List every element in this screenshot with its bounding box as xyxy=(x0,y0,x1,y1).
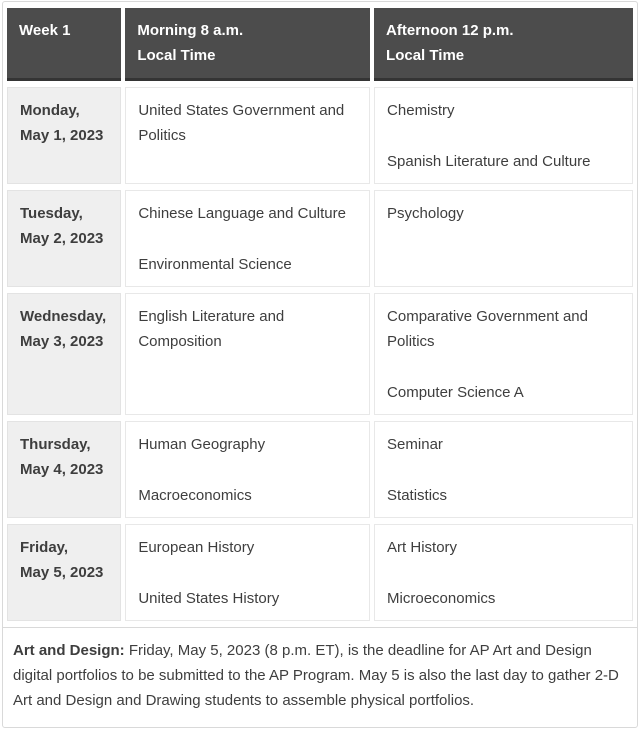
course-name: Environmental Science xyxy=(138,256,292,273)
course-name: Chemistry xyxy=(387,102,455,119)
course-name: Spanish Literature and Culture xyxy=(387,153,591,170)
course-name: Human Geography xyxy=(138,436,266,453)
day-label: Friday, xyxy=(20,539,69,556)
schedule-row xyxy=(7,293,633,415)
header-morning-cell xyxy=(125,8,370,81)
schedule-row xyxy=(7,87,633,184)
afternoon-exams-cell xyxy=(374,190,633,287)
morning-exams-cell xyxy=(125,524,370,621)
course-name: Statistics xyxy=(387,487,448,504)
date-cell xyxy=(7,87,121,184)
date-cell xyxy=(7,190,121,287)
day-label: Monday, xyxy=(20,102,80,119)
course-name: Art History xyxy=(387,539,458,556)
course-name: Computer Science A xyxy=(387,384,524,401)
course-name: European History xyxy=(138,539,255,556)
date-cell xyxy=(7,524,121,621)
date-label: May 5, 2023 xyxy=(20,564,104,581)
date-label: May 4, 2023 xyxy=(20,461,104,478)
schedule-header xyxy=(7,8,633,81)
morning-exams-cell xyxy=(125,293,370,415)
morning-exams-cell xyxy=(125,87,370,184)
day-label: Tuesday, xyxy=(20,205,83,222)
day-label: Wednesday, xyxy=(20,308,107,325)
morning-session-label: Morning 8 a.m. xyxy=(137,22,244,39)
week-label: Week 1 xyxy=(19,22,71,39)
course-name: Comparative Government and Politics xyxy=(387,308,588,350)
date-label: May 1, 2023 xyxy=(20,127,104,144)
course-name: Psychology xyxy=(387,205,464,222)
ap-exam-schedule-card xyxy=(2,1,638,728)
afternoon-exams-cell xyxy=(374,524,633,621)
header-row xyxy=(7,8,633,81)
note-label: Art and Design: xyxy=(13,642,125,659)
course-name: United States History xyxy=(138,590,280,607)
note-text: Friday, May 5, 2023 (8 p.m. ET), is the deadline for AP Art and Design digital portfolios to be submitted to the AP Program. May 5 is also the last day to gather 2-D Art and Design and Drawing students to assemble physical portfolios. xyxy=(13,642,619,709)
morning-exams-cell xyxy=(125,421,370,518)
afternoon-exams-cell xyxy=(374,293,633,415)
course-name: English Literature and Composition xyxy=(138,308,285,350)
afternoon-local-time-label: Local Time xyxy=(386,47,465,64)
date-cell xyxy=(7,421,121,518)
afternoon-exams-cell xyxy=(374,421,633,518)
afternoon-session-label: Afternoon 12 p.m. xyxy=(386,22,514,39)
morning-local-time-label: Local Time xyxy=(137,47,216,64)
course-name: Microeconomics xyxy=(387,590,496,607)
art-and-design-note xyxy=(3,627,637,727)
header-week-cell xyxy=(7,8,121,81)
afternoon-exams-cell xyxy=(374,87,633,184)
course-name: Seminar xyxy=(387,436,443,453)
date-cell xyxy=(7,293,121,415)
header-afternoon-cell xyxy=(374,8,633,81)
course-name: Chinese Language and Culture xyxy=(138,205,346,222)
schedule-row xyxy=(7,524,633,621)
date-label: May 2, 2023 xyxy=(20,230,104,247)
course-name: United States Government and Politics xyxy=(138,102,345,144)
schedule-table xyxy=(3,2,637,627)
course-name: Macroeconomics xyxy=(138,487,252,504)
date-label: May 3, 2023 xyxy=(20,333,104,350)
day-label: Thursday, xyxy=(20,436,91,453)
morning-exams-cell xyxy=(125,190,370,287)
schedule-body xyxy=(7,87,633,621)
schedule-row xyxy=(7,190,633,287)
schedule-row xyxy=(7,421,633,518)
